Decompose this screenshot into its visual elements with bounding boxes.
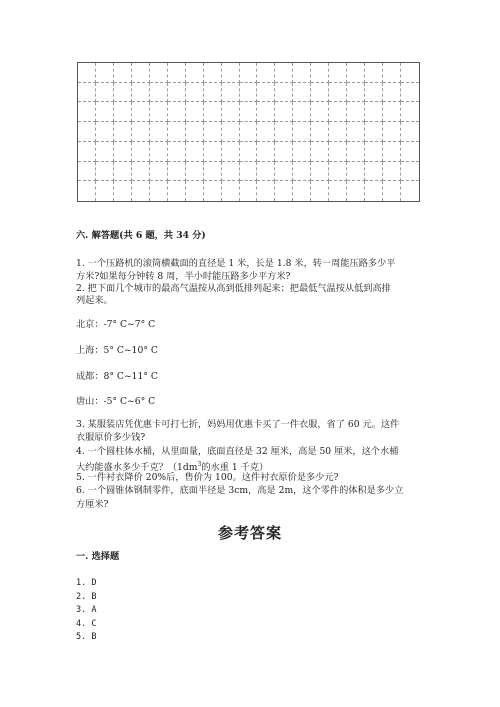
- grid-cell: [204, 142, 222, 162]
- grid-cell: [365, 181, 383, 201]
- grid-cell: [401, 63, 419, 83]
- grid-cell: [293, 181, 311, 201]
- grid-cell: [311, 102, 329, 122]
- grid-cell: [329, 63, 347, 83]
- grid-cell: [275, 63, 293, 83]
- city-shanghai: 上海：5° C~10° C: [76, 345, 158, 356]
- grid-cell: [383, 181, 401, 201]
- grid-cell: [132, 122, 150, 142]
- grid-cell: [114, 83, 132, 103]
- grid-cell: [275, 162, 293, 182]
- grid-cell: [383, 122, 401, 142]
- grid-cell: [240, 102, 258, 122]
- grid-cell: [150, 142, 168, 162]
- grid-cell: [383, 63, 401, 83]
- answers-title: 参考答案: [217, 524, 282, 542]
- grid-cell: [114, 142, 132, 162]
- grid-cell: [96, 181, 114, 201]
- grid-cell: [329, 162, 347, 182]
- grid-cell: [293, 83, 311, 103]
- grid-cell: [329, 102, 347, 122]
- grid-cell: [204, 63, 222, 83]
- grid-cell: [78, 162, 96, 182]
- grid-cell: [222, 162, 240, 182]
- grid-cell: [132, 181, 150, 201]
- grid-cell: [78, 63, 96, 83]
- grid-cell: [132, 63, 150, 83]
- grid-cell: [204, 83, 222, 103]
- grid-cell: [204, 122, 222, 142]
- grid-cell: [383, 162, 401, 182]
- grid-cell: [114, 102, 132, 122]
- grid-cell: [329, 83, 347, 103]
- grid-cell: [365, 142, 383, 162]
- grid-cell: [401, 181, 419, 201]
- grid-cell: [150, 162, 168, 182]
- grid-cell: [329, 181, 347, 201]
- question-4-text-b: 的水重 1 千克）: [201, 462, 269, 474]
- grid-cell: [365, 83, 383, 103]
- grid-cell: [257, 83, 275, 103]
- grid-cell: [365, 63, 383, 83]
- grid-cell: [401, 162, 419, 182]
- grid-cell: [168, 181, 186, 201]
- grid-cell: [311, 63, 329, 83]
- grid-cell: [132, 162, 150, 182]
- grid-cell: [257, 142, 275, 162]
- grid-cell: [257, 63, 275, 83]
- question-4-text-a: 大约能盛水多少千克？（1dm: [76, 462, 198, 474]
- grid-cell: [114, 181, 132, 201]
- grid-cell: [114, 162, 132, 182]
- grid-cell: [347, 162, 365, 182]
- grid-cell: [204, 181, 222, 201]
- grid-cell: [204, 102, 222, 122]
- grid-cell: [132, 142, 150, 162]
- grid-cell: [222, 142, 240, 162]
- grid-cell: [347, 142, 365, 162]
- grid-cell: [293, 102, 311, 122]
- grid-cell: [132, 102, 150, 122]
- writing-grid: [77, 62, 420, 202]
- answer-item: 2. B: [76, 592, 97, 602]
- grid-cell: [222, 63, 240, 83]
- answers-section-heading: 一. 选择题: [76, 551, 120, 562]
- grid-cell: [293, 63, 311, 83]
- grid-cell: [186, 122, 204, 142]
- grid-cell: [78, 102, 96, 122]
- grid-cell: [311, 162, 329, 182]
- question-4-superscript: 3: [197, 461, 202, 468]
- grid-cell: [150, 102, 168, 122]
- answer-item: 5. B: [76, 632, 97, 642]
- grid-cell: [114, 63, 132, 83]
- grid-cell: [222, 102, 240, 122]
- grid-cell: [78, 181, 96, 201]
- grid-cell: [383, 83, 401, 103]
- grid-cell: [257, 102, 275, 122]
- city-tangshan: 唐山：-5° C~6° C: [76, 396, 156, 407]
- grid-cell: [78, 83, 96, 103]
- question-3-line-2: 衣服原价多少钱?: [76, 432, 146, 443]
- grid-cell: [329, 142, 347, 162]
- grid-cell: [168, 142, 186, 162]
- grid-cell: [347, 181, 365, 201]
- grid-cell: [401, 102, 419, 122]
- grid-cell: [311, 83, 329, 103]
- question-2-line-2: 列起来。: [76, 295, 113, 306]
- question-6-line-2: 方厘米?: [76, 499, 109, 510]
- grid-cell: [257, 122, 275, 142]
- grid-cell: [401, 83, 419, 103]
- question-1-line-1: 1. 一个压路机的滚筒横截面的直径是 1 米，长是 1.8 米，转一周能压路多少平: [76, 258, 396, 269]
- grid-cell: [204, 162, 222, 182]
- grid-cell: [311, 122, 329, 142]
- city-beijing: 北京：-7° C~7° C: [76, 319, 156, 330]
- grid-cell: [257, 181, 275, 201]
- grid-cell: [186, 83, 204, 103]
- grid-cell: [168, 122, 186, 142]
- grid-cell: [186, 142, 204, 162]
- grid-cell: [275, 102, 293, 122]
- answer-item: 4. C: [76, 619, 97, 629]
- grid-cell: [222, 122, 240, 142]
- grid-cell: [401, 142, 419, 162]
- grid-cell: [347, 63, 365, 83]
- section-heading: 六. 解答题(共 6 题，共 34 分): [76, 230, 206, 241]
- grid-cell: [240, 142, 258, 162]
- grid-cell: [383, 142, 401, 162]
- grid-cell: [329, 122, 347, 142]
- grid-cell: [96, 102, 114, 122]
- grid-cell: [150, 122, 168, 142]
- grid-cell: [150, 83, 168, 103]
- grid-cell: [132, 83, 150, 103]
- grid-cell: [186, 102, 204, 122]
- city-chengdu: 成都：8° C~11° C: [76, 371, 158, 382]
- grid-cell: [222, 181, 240, 201]
- grid-cell: [365, 102, 383, 122]
- grid-cell: [186, 162, 204, 182]
- grid-cell: [150, 63, 168, 83]
- grid-cell: [347, 102, 365, 122]
- grid-cell: [275, 122, 293, 142]
- grid-cell: [347, 122, 365, 142]
- grid-cell: [186, 181, 204, 201]
- grid-cell: [168, 63, 186, 83]
- grid-cell: [275, 181, 293, 201]
- grid-cell: [186, 63, 204, 83]
- grid-cell: [96, 122, 114, 142]
- question-2-line-1: 2. 把下面几个城市的最高气温按从高到低排列起来；把最低气温按从低到高排: [76, 283, 391, 294]
- grid-cell: [96, 83, 114, 103]
- grid-cell: [240, 122, 258, 142]
- grid-cell: [257, 162, 275, 182]
- grid-cell: [78, 122, 96, 142]
- grid-cell: [383, 102, 401, 122]
- grid-cell: [150, 181, 168, 201]
- grid-cell: [168, 102, 186, 122]
- grid-cell: [222, 83, 240, 103]
- grid-cell: [275, 83, 293, 103]
- question-4-line-1: 4. 一个圆柱体水桶，从里面量，底面直径是 32 厘米，高是 50 厘米，这个水桶: [76, 446, 399, 457]
- question-3-line-1: 3. 某服装店凭优惠卡可打七折，妈妈用优惠卡买了一件衣服，省了 60 元。这件: [76, 419, 400, 430]
- grid-cell: [293, 162, 311, 182]
- grid-cell: [168, 83, 186, 103]
- grid-cell: [78, 142, 96, 162]
- answer-item: 1. D: [76, 578, 97, 588]
- grid-cell: [401, 122, 419, 142]
- grid-cell: [240, 83, 258, 103]
- answer-item: 3. A: [76, 605, 97, 615]
- grid-cell: [275, 142, 293, 162]
- question-6-line-1: 6. 一个圆锥体钢制零件，底面半径是 3cm，高是 2m，这个零件的体积是多少立: [76, 485, 404, 496]
- grid-cell: [293, 142, 311, 162]
- grid-cell: [311, 181, 329, 201]
- grid-cell: [240, 63, 258, 83]
- grid-cell: [96, 142, 114, 162]
- grid-cell: [168, 162, 186, 182]
- grid-cell: [240, 162, 258, 182]
- grid-cell: [96, 162, 114, 182]
- grid-cell: [347, 83, 365, 103]
- grid-cell: [365, 162, 383, 182]
- question-1-line-2: 方米?如果每分钟转 8 周，半小时能压路多少平方米?: [76, 271, 291, 282]
- grid-cell: [293, 122, 311, 142]
- grid-cell: [96, 63, 114, 83]
- grid-cell: [240, 181, 258, 201]
- grid-cell: [365, 122, 383, 142]
- question-5: 5. 一件衬衣降价 20%后，售价为 100。这件衬衣原价是多少元?: [76, 472, 339, 483]
- grid-cell: [311, 142, 329, 162]
- grid-cell: [114, 122, 132, 142]
